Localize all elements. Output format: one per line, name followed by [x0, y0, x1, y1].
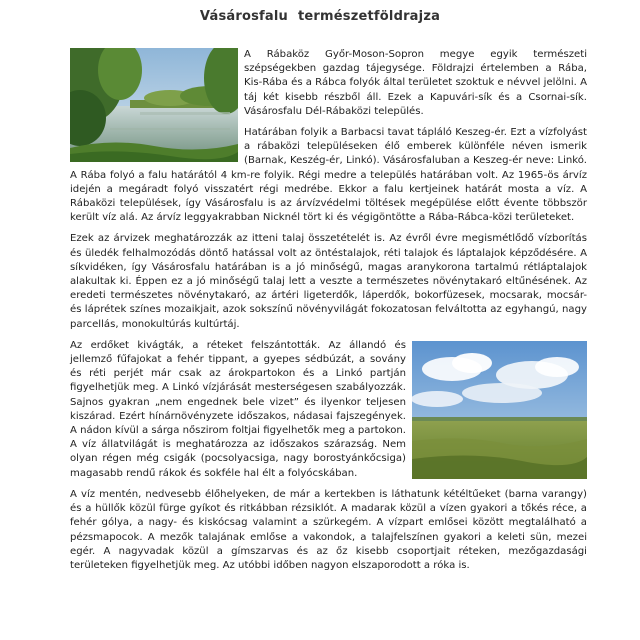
paragraph-3: Ezek az árvizek meghatározzák az itteni talaj összetételét is. Az évről évre megismétlődő vízborítás és üledék felhalmozódás döntő hatással volt az öntéstalajok, réti talajok és láptalajok képződésére. A síkvidéken, így Vásárosfalu határában is a jó minőségű, magas aranykorona tartalmú rétláptalajok alakultak ki. Éppen ez a jó minőségű talaj lett a veszte a természetes növénytakaró eltűnésének. Az eredeti természetes növénytakaró, az ártéri ligeterdők, láperdők, bokorfüzesek, mocsarak, mocsár- és láprétek színes mozaikjait, azok sokszínű növényvilágát fokozatosan felváltotta az egyhangú, nagy parcellás, monokultúrás kultúrtáj. [70, 233, 587, 330]
paragraph-4: Az erdőket kivágták, a réteket felszántották. Az állandó és jellemző fűfajokat a fehér tippant, a gyepes sédbúzát, a sovány és réti perjét már csak az árokpartokon és a Linkó partján figyelhetjük meg. A Linkó vízjárását mesterségesen szabályozzák. Sajnos gyakran „nem engednek bele vizet” és ilyenkor teljesen kiszárad. Ezért hínárnövényzete időszakos, nádasai fajszegények. A nádon kívül a sárga nőszirom foltjai figyelhetők meg a partokon. A víz állatvilágát is meghatározza az időszakos szárazság. Nem olyan régen még csigák (pocsolyacsiga, nagy borostyánkőcsiga) magasabb rendű rákok és sokféle hal élt a folyócskában. [70, 339, 406, 479]
paragraph-2: Határában folyik a Barbacsi tavat tápláló Keszeg-ér. Ezt a vízfolyást a rábaközi településeken élő emberek különféle néven ismerik (Barnak, Keszég-ér, Linkó). Vásárosfaluban a Keszeg-ér neve: Linkó. A Rába folyó a falu határától 4 km-re folyik. Régi medre a település határában volt. Az 1965-ös árvíz idején a megáradt folyó visszatért régi medrébe. Ekkor a falu kertjeinek határát mosta a víz. A Rábaközi települések, így Vásárosfalu is az árvízvédelmi töltések megépülése előtt évente többször került víz alá. Az árvíz leggyakrabban Nicknél tört ki és végigöntötte a Rába-Rábca-közi területeket. [70, 127, 587, 224]
paragraph-1: A Rábaköz Győr-Moson-Sopron megye egyik természeti szépségekben gazdag tájegysége. Földrajzi értelemben a Rába, Kis-Rába és a Rábca folyók által területet szoktuk e névvel jelölni. A táj két kisebb részből áll. Ezek a Kapuvári-sík és a Csornai-sík. Vásárosfalu Dél-Rábaközi település. [244, 49, 587, 117]
title-place: Vásárosfalu [199, 9, 288, 24]
meadow-photo [412, 341, 587, 479]
river-photo [70, 48, 238, 162]
title-subject: természetföldrajza [297, 9, 441, 24]
article-body [70, 48, 587, 580]
meadow-landscape-image [412, 341, 587, 479]
paragraph-5: A víz mentén, nedvesebb élőhelyeken, de már a kertekben is láthatunk kétéltűeket (barna varangy) és a hüllők közül fürge gyíkot és ritkábban rézsiklót. A madarak közül a vízen gyakori a tőkés réce, a fehér gólya, a nagy- és kiskócsag valamint a szürkegém. A vízpart emlősei között megtalálható a pézsmapocok. A mezők talajának emlőse a vakondok, a talajfelszínen gyakori a keleti sün, mezei egér. A nagyvadak közül a gímszarvas és az őz kisebb csoportjait réteken, mezőgazdasági területeken figyelhetjük meg. Az utóbbi időben nagyon elszaporodott a róka is. [70, 488, 587, 571]
river-landscape-image [70, 48, 238, 162]
page-title [0, 9, 640, 24]
